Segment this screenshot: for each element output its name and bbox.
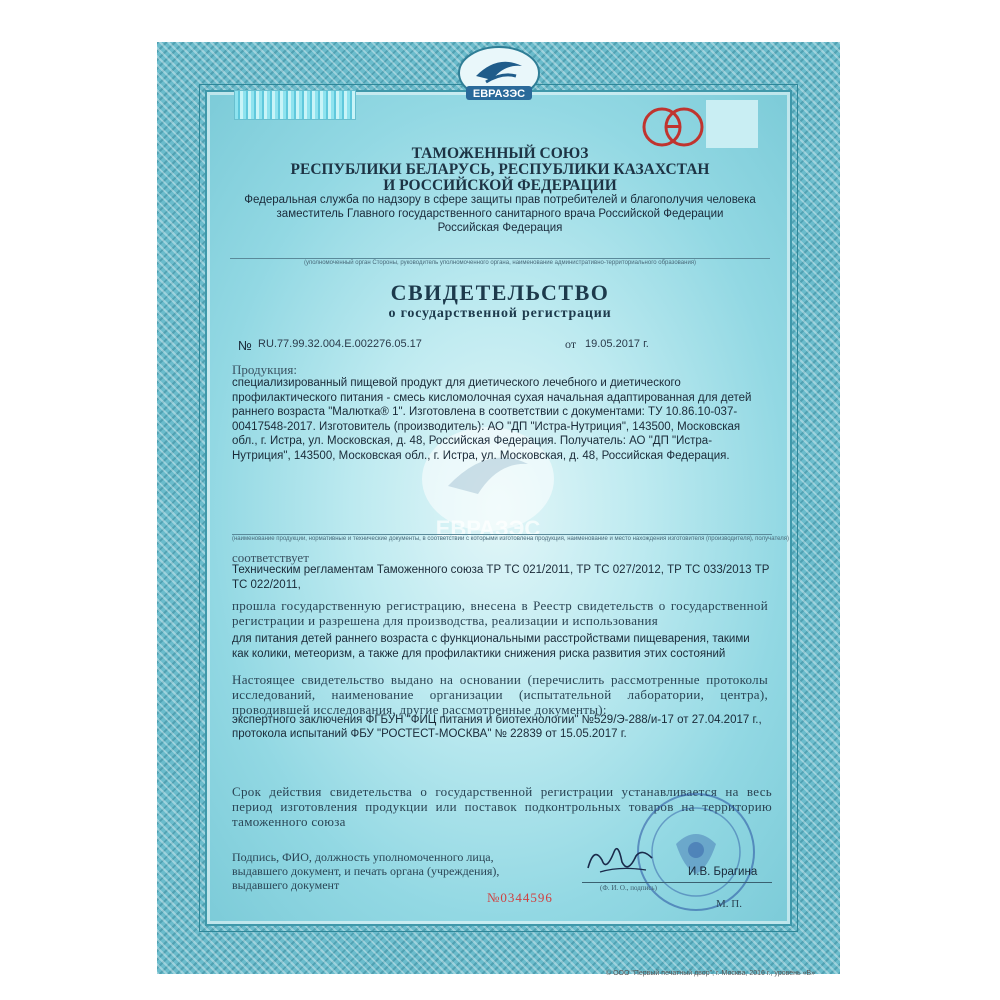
certificate-title: СВИДЕТЕЛЬСТВО — [390, 280, 610, 305]
issuer-caption: (уполномоченный орган Стороны, руководитель уполномоченного органа, наименование административно-территориального образования) — [230, 258, 770, 266]
signature-line — [582, 882, 772, 883]
name-caption: (Ф. И. О., подпись) — [600, 884, 657, 892]
serial-number: №0344596 — [487, 890, 553, 905]
union-line-3: И РОССИЙСКОЙ ФЕДЕРАЦИИ — [383, 177, 617, 194]
handwritten-signature-icon — [580, 838, 660, 882]
signer-name: И.В. Брагина — [688, 866, 758, 878]
watermark-text: ЕВРАЗЭС — [435, 516, 541, 541]
printer-info: © ООО "Первый печатный двор", г. Москва, 2016 г., уровень «В» — [606, 970, 816, 977]
compliance-text: Техническим регламентам Таможенного союза ТР ТС 021/2011, ТР ТС 027/2012, ТР ТС 033/2013 ТР ТС 022/2011, — [232, 564, 770, 591]
union-line-1: ТАМОЖЕННЫЙ СОЮЗ — [411, 145, 589, 162]
basis-line-2: протокола испытаний ФБУ "РОСТЕСТ-МОСКВА" № 22839 от 15.05.2017 г. — [232, 728, 627, 740]
certificate-number: RU.77.99.32.004.Е.002276.05.17 — [258, 338, 422, 350]
basis-line-1: экспертного заключения ФГБУН "ФИЦ питания и биотехнологии" №529/Э-288/и-17 от 27.04.2017 г., — [232, 714, 762, 726]
issuer-line-1: Федеральная служба по надзору в сфере защиты прав потребителей и благополучия человека — [244, 194, 756, 206]
product-label: Продукция: — [232, 362, 297, 377]
signature-text-line-2: выдавшего документ, и печать органа (учреждения), — [232, 864, 500, 878]
compliance-label: соответствует — [232, 550, 309, 565]
certificate-subtitle: о государственной регистрации — [388, 306, 612, 321]
union-line-2: РЕСПУБЛИКИ БЕЛАРУСЬ, РЕСПУБЛИКИ КАЗАХСТАН — [290, 161, 710, 178]
hologram-strip — [234, 90, 356, 120]
seal-label: М. П. — [716, 898, 742, 910]
number-label: № — [238, 338, 252, 353]
product-caption: (наименование продукции, нормативные и технические документы, в соответствии с которыми изготовлена продукция, наименование и место нахождения изготовителя (производителя), получателя) — [232, 536, 790, 542]
issuer-line-2: заместитель Главного государственного санитарного врача Российской Федерации — [276, 208, 724, 220]
se-conformity-mark-icon — [640, 104, 706, 150]
certificate-date: 19.05.2017 г. — [585, 338, 649, 350]
signature-text-line-3: выдавшего документ — [232, 878, 340, 892]
product-text: специализированный пищевой продукт для диетического лечебного и диетического профилактического питания - смесь кисломолочная сухая начальная адаптированная для детей раннего возраста "Малютка® 1". Изготовлена в соответствии с документами: ТУ 10.86.10-037-00417548-2017. Изготовитель (производитель): АО "ДП "Истра-Нутриция", 143500, Московская обл., г. Истра, ул. Московская, д. 48, Российская Федерация. Получатель: АО "ДП "Истра-Нутриция", 143500, Московская обл., г. Истра, ул. Московская, д. 48, Российская Федерация. — [232, 377, 752, 462]
usage-text: для питания детей раннего возраста с функциональными расстройствами пищеварения, такими как колики, метеоризм, а также для профилактики снижения риска развития этих состояний — [232, 633, 750, 660]
registration-text: прошла государственную регистрацию, внесена в Реестр свидетельств о государственной регистрации и разрешена для производства, реализации и использования — [232, 598, 768, 628]
se-mark-panel — [706, 100, 758, 148]
signature-text-line-1: Подпись, ФИО, должность уполномоченного лица, — [232, 850, 494, 864]
evrazes-logo-icon — [446, 46, 552, 106]
issuer-line-3: Российская Федерация — [437, 222, 563, 234]
logo-text: ЕВРАЗЭС — [472, 88, 526, 100]
validity-text: Срок действия свидетельства о государственной регистрации устанавливается на весь период изготовления продукции или поставок подконтрольных товаров на территорию таможенного союза — [232, 784, 772, 829]
date-label: от — [565, 337, 577, 351]
basis-text: Настоящее свидетельство выдано на основании (перечислить рассмотренные протоколы исследований, наименование организации (испытательной лаборатории, центра), проводившей исследования, другие рассмотренные документы): — [232, 672, 768, 717]
